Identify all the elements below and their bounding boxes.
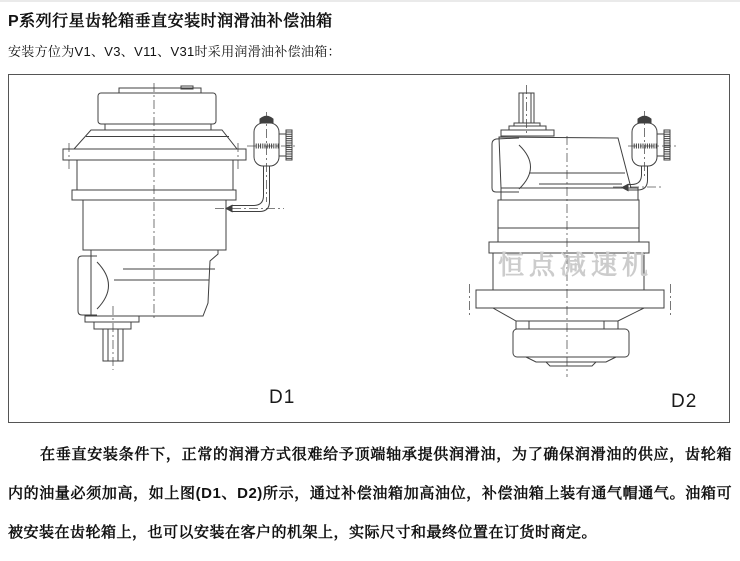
- d1-side-boss: [78, 256, 109, 315]
- gearbox-drawing-d1: [63, 83, 295, 370]
- d1-output-shaft: [85, 316, 139, 361]
- catalog-page: [0, 2, 740, 561]
- figure-box: [8, 74, 730, 423]
- figure-label-d2: D2: [671, 391, 698, 412]
- d1-expansion-tank: [254, 116, 293, 166]
- figure-label-d1: D1: [269, 387, 296, 408]
- d1-motor: [98, 86, 216, 130]
- d2-centerlines: [470, 85, 678, 377]
- d2-side-boss: [492, 138, 531, 192]
- d1-housing: [63, 130, 246, 316]
- gearbox-drawing-d2: [470, 85, 678, 377]
- d1-oil-pipe: [225, 166, 270, 213]
- description-paragraph: 在垂直安装条件下，正常的润滑方式很难给予顶端轴承提供润滑油，为了确保润滑油的供应，齿轮箱内的油量必须加高，如上图(D1、D2)所示，通过补偿油箱加高油位，补偿油箱上装有通气帽通气。油箱可被安装在齿轮箱上，也可以安装在客户的机架上，实际尺寸和最终位置在订货时商定。: [8, 446, 732, 541]
- watermark: 恒点减速机: [498, 250, 654, 280]
- d2-input-shaft: [501, 93, 554, 136]
- d1-centerlines: [69, 83, 295, 370]
- page-subtitle: 安装方位为V1、V3、V11、V31时采用润滑油补偿油箱：: [8, 44, 341, 59]
- d2-motor: [513, 321, 629, 366]
- d2-expansion-tank: [632, 116, 671, 166]
- page-title: P系列行星齿轮箱垂直安装时润滑油补偿油箱: [8, 13, 333, 30]
